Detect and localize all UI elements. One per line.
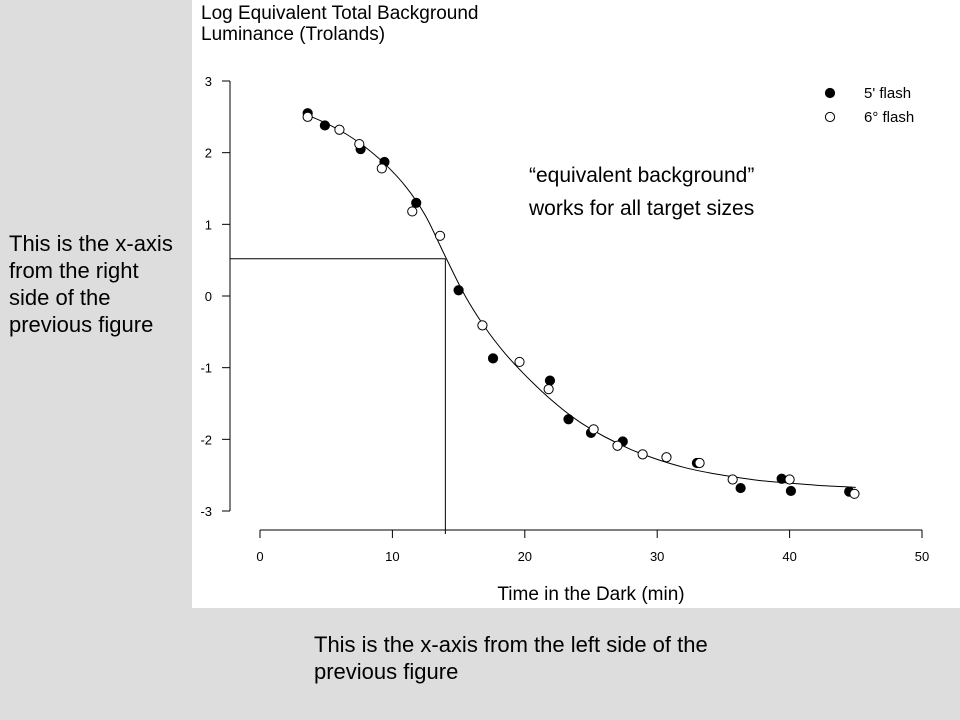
data-point-5min-flash [545,376,554,385]
data-point-6deg-flash [850,489,859,498]
data-point-6deg-flash [662,453,671,462]
bottom-note: This is the x-axis from the left side of the previous figure [314,632,708,684]
y-tick-label: 3 [204,74,212,89]
legend-marker [825,112,834,121]
data-point-6deg-flash [408,207,417,216]
data-point-6deg-flash [478,321,487,330]
data-point-5min-flash [412,198,421,207]
data-point-6deg-flash [785,475,794,484]
data-point-6deg-flash [377,164,386,173]
legend [825,85,914,126]
legend-marker [825,88,834,97]
y-axis-title-line1: Log Equivalent Total Background [201,3,479,24]
x-axis-title: Time in the Dark (min) [497,584,685,605]
y-tick-label: 0 [204,289,212,304]
annotation-line1: “equivalent background” [529,164,755,187]
data-point-5min-flash [736,483,745,492]
legend-label: 5' flash [864,85,912,102]
left-note: This is the x-axis from the right side of the previous figure [9,231,173,337]
reference-lines [230,259,445,534]
y-axis-title-line2: Luminance (Trolands) [201,24,386,45]
y-tick-label: 1 [204,217,212,233]
y-tick-label: -1 [200,360,212,376]
data-point-6deg-flash [544,385,553,394]
data-point-5min-flash [454,286,463,295]
y-tick-label: -3 [200,504,212,519]
data-point-6deg-flash [435,231,444,240]
data-point-5min-flash [564,415,573,424]
data-point-6deg-flash [355,139,364,148]
axes [200,74,929,564]
data-point-6deg-flash [589,425,598,434]
data-point-6deg-flash [335,125,344,134]
x-tick-label: 40 [782,549,797,564]
data-point-6deg-flash [303,112,312,121]
legend-label: 6° flash [864,109,915,126]
annotation-line2: works for all target sizes [529,197,755,220]
data-point-5min-flash [320,121,329,130]
x-tick-label: 10 [385,549,400,564]
data-point-6deg-flash [515,357,524,366]
y-tick-label: 2 [204,145,212,161]
x-tick-label: 50 [914,549,930,564]
data-point-5min-flash [488,354,497,363]
data-point-5min-flash [786,486,795,495]
x-tick-label: 20 [517,549,533,564]
x-tick-label: 30 [649,549,665,564]
x-tick-label: 0 [256,549,264,564]
data-point-6deg-flash [728,475,737,484]
y-tick-label: -2 [200,432,212,448]
data-point-6deg-flash [695,458,704,467]
data-point-6deg-flash [638,450,647,459]
data-point-6deg-flash [613,441,622,450]
